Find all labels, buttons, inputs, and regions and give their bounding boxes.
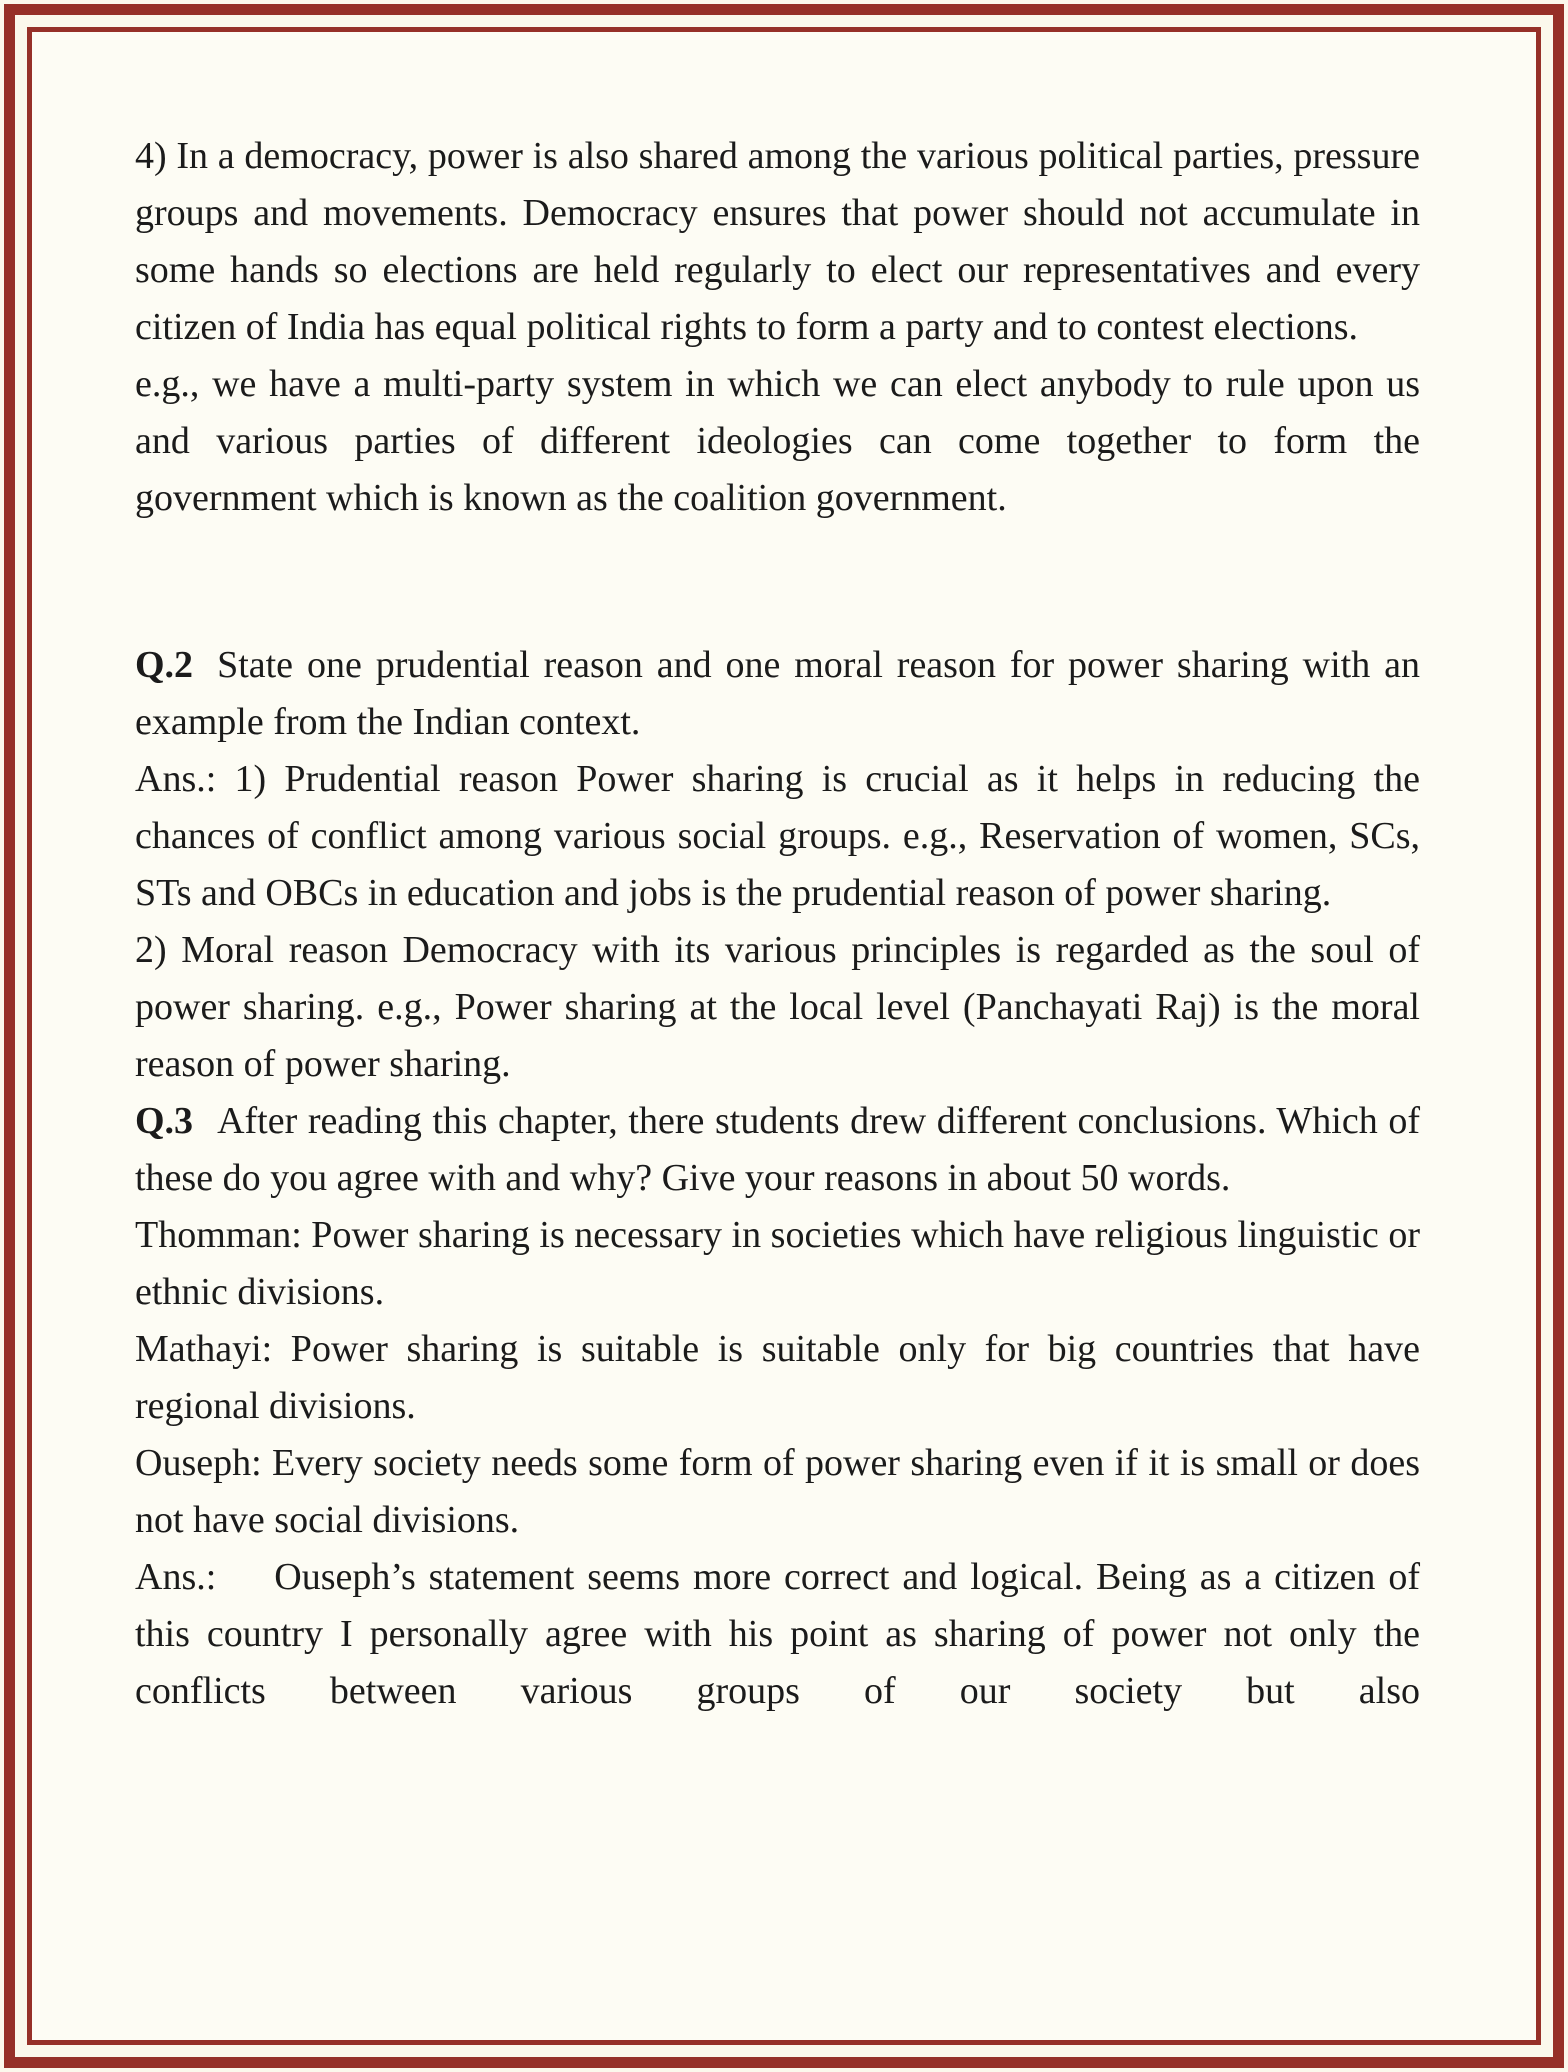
question-2-label: Q.2 xyxy=(135,644,194,686)
page-content xyxy=(135,128,1420,1720)
paragraph-example-coalition: e.g., we have a multi-party system in which we can elect anybody to rule upon us and various parties of different ideologies can come together to form the government which is known as the coalition government. xyxy=(135,363,1420,519)
paragraph-point-4: 4) In a democracy, power is also shared among the various political parties, pressure groups and movements. Democracy ensures that power should not accumulate in some hands so elections are held regularly to elect our representatives and every citizen of India has equal political rights to form a party and to contest elections. xyxy=(135,135,1420,348)
question-3-label: Q.3 xyxy=(135,1100,194,1142)
question-2 xyxy=(135,637,1420,751)
section-spacer xyxy=(135,527,1420,637)
question-2-text: State one prudential reason and one moral reason for power sharing with an example from the Indian context. xyxy=(135,644,1420,743)
answer-3-text: Ouseph’s statement seems more correct and logical. Being as a citizen of this country I personally agree with his point as sharing of power not only the conflicts between various groups of our society but also xyxy=(135,1556,1420,1712)
question-3 xyxy=(135,1093,1420,1207)
answer-3-label: Ans.: xyxy=(135,1556,217,1598)
statement-mathayi: Mathayi: Power sharing is suitable is suitable only for big countries that have regional divisions. xyxy=(135,1328,1420,1427)
answer-3 xyxy=(135,1549,1420,1720)
answer-2-moral: 2) Moral reason Democracy with its various principles is regarded as the soul of power sharing. e.g., Power sharing at the local level (Panchayati Raj) is the moral reason of power sharing. xyxy=(135,929,1420,1085)
question-3-text: After reading this chapter, there students drew different conclusions. Which of these do you agree with and why? Give your reasons in about 50 words. xyxy=(135,1100,1420,1199)
statement-thomman: Thomman: Power sharing is necessary in societies which have religious linguistic or ethnic divisions. xyxy=(135,1214,1420,1313)
statement-ouseph: Ouseph: Every society needs some form of power sharing even if it is small or does not have social divisions. xyxy=(135,1442,1420,1541)
answer-2-prudential: Ans.: 1) Prudential reason Power sharing is crucial as it helps in reducing the chances of conflict among various social groups. e.g., Reservation of women, SCs, STs and OBCs in education and jobs is the prudential reason of power sharing. xyxy=(135,758,1420,914)
